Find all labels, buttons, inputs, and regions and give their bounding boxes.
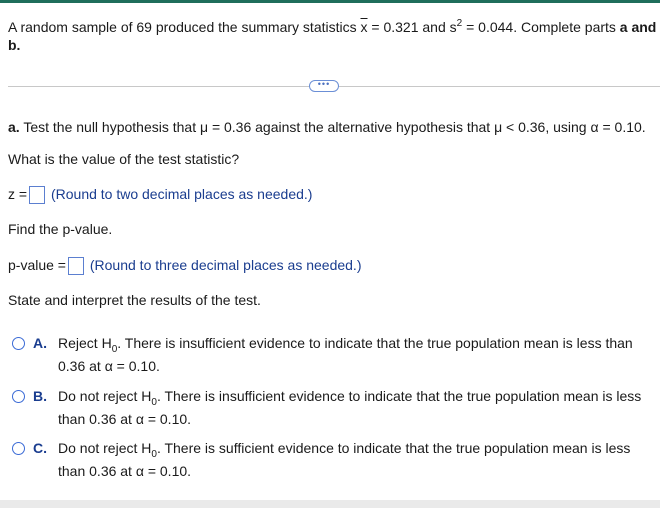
xbar-symbol: $\overline{x}$ — [360, 19, 368, 35]
bottom-bar — [0, 500, 660, 508]
intro-line-2 — [8, 36, 20, 54]
option-a-line-1[interactable] — [58, 334, 633, 355]
option-a-letter: A. — [33, 335, 47, 351]
option-a-text-post: . There is insufficient evidence to indicate that the true population mean is less than — [117, 335, 633, 351]
intro-text-a: A random sample of 69 produced the summary statistics — [8, 19, 361, 35]
z-label: z = — [8, 186, 28, 202]
option-a-line-2[interactable]: 0.36 at α = 0.10. — [58, 358, 160, 374]
option-b-line-1[interactable] — [58, 387, 641, 408]
top-accent-bar — [0, 0, 660, 3]
z-row — [8, 185, 312, 204]
test-statistic-question: What is the value of the test statistic? — [8, 151, 240, 167]
part-a-text: Test the null hypothesis that μ = 0.36 against the alternative hypothesis that μ < 0.36, using α = 0.10. — [19, 119, 646, 135]
find-p-value-prompt: Find the p-value. — [8, 221, 113, 237]
intro-text-c: = 0.044. Complete parts — [462, 19, 620, 35]
option-c-letter: C. — [33, 440, 47, 456]
p-value-label: p-value = — [8, 257, 66, 273]
part-a-label: a. — [8, 119, 20, 135]
intro-line-1 — [8, 18, 656, 39]
p-value-answer-input[interactable] — [68, 257, 84, 275]
z-hint: (Round to two decimal places as needed.) — [50, 186, 313, 202]
option-b-text-post: . There is insufficient evidence to indicate that the true population mean is less — [156, 388, 642, 404]
option-c-radio[interactable] — [12, 442, 25, 455]
p-value-hint: (Round to three decimal places as needed.) — [89, 257, 362, 273]
option-b-subscript: 0 — [151, 397, 157, 408]
option-c-text-post: . There is sufficient evidence to indicate that the true population mean is less — [156, 440, 631, 456]
option-b-line-2[interactable]: than 0.36 at α = 0.10. — [58, 411, 192, 427]
option-a-subscript: 0 — [111, 344, 118, 355]
option-b-letter: B. — [33, 388, 47, 404]
more-options-button[interactable]: ••• — [309, 80, 339, 92]
part-a-statement — [8, 118, 646, 136]
option-c-text-pre: Do not reject H — [58, 440, 152, 456]
intro-text-b: = 0.321 and s — [367, 19, 457, 35]
option-a-text-pre: Reject H — [58, 335, 112, 351]
option-c-line-1[interactable] — [58, 439, 630, 460]
intro-bold-tail: a and — [619, 19, 657, 35]
superscript-2: 2 — [456, 18, 463, 29]
z-answer-input[interactable] — [29, 186, 45, 204]
option-b-text-pre: Do not reject H — [58, 388, 152, 404]
state-interpret-prompt: State and interpret the results of the test. — [8, 292, 261, 308]
intro-part-b: b. — [8, 37, 21, 53]
option-b-radio[interactable] — [12, 390, 25, 403]
option-c-line-2[interactable]: than 0.36 at α = 0.10. — [58, 463, 192, 479]
option-c-subscript: 0 — [151, 449, 157, 460]
p-value-row — [8, 256, 361, 275]
option-a-radio[interactable] — [12, 337, 25, 350]
